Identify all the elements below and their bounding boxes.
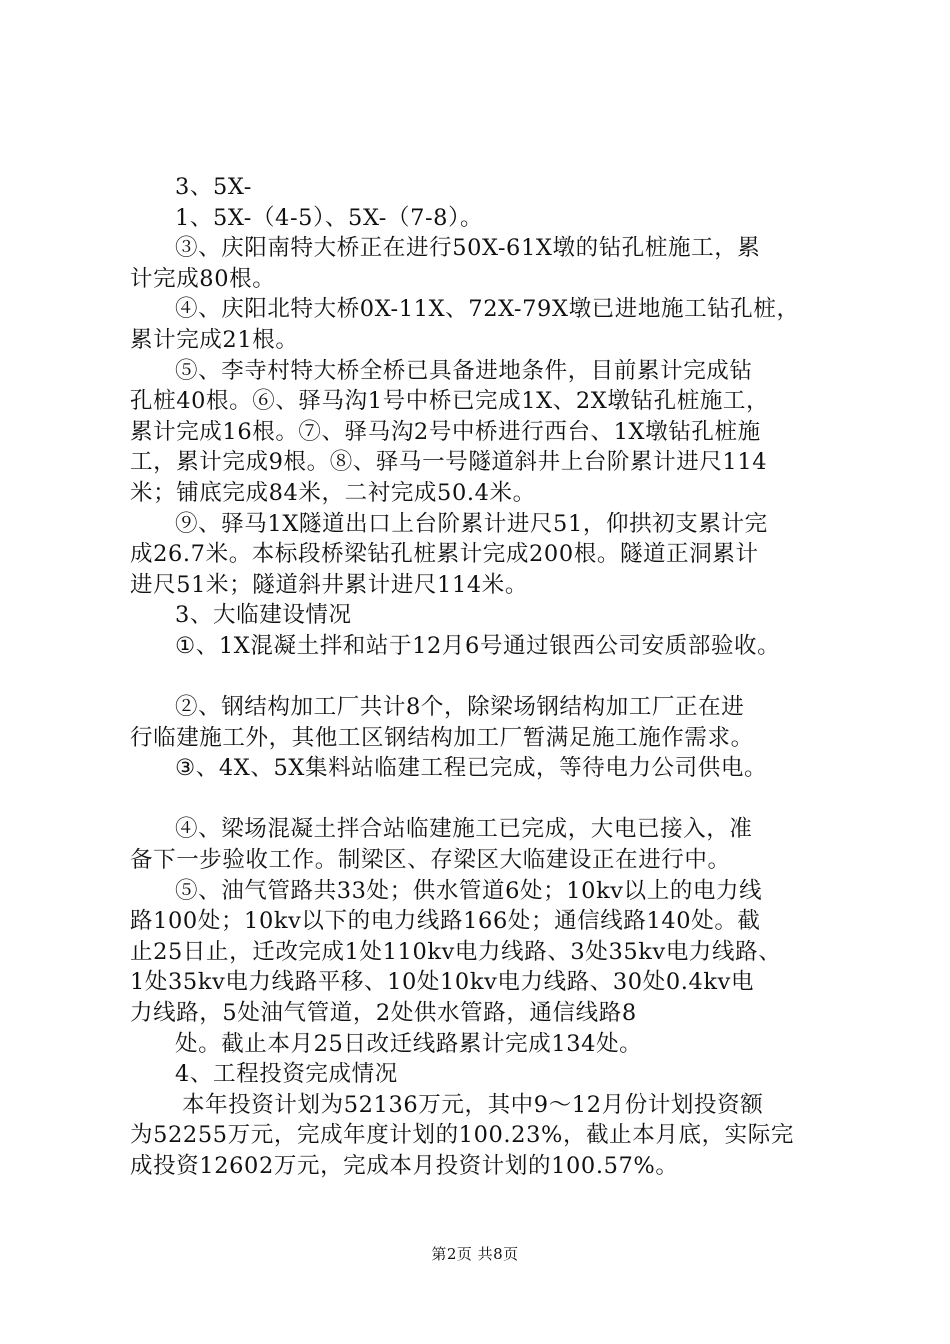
text-line: 累计完成16根。⑦、驿马沟2号中桥进行西台、1X墩钻孔桩施 <box>130 418 761 445</box>
text-line: 止25日止，迁改完成1处110kv电力线路、3处35kv电力线路、 <box>130 938 782 965</box>
section-heading: 4、工程投资完成情况 <box>175 1061 398 1088</box>
text-line: ⑨、驿马1X隧道出口上台阶累计进尺51，仰拱初支累计完 <box>175 510 768 537</box>
text-line: ④、庆阳北特大桥0X-11X、72X-79X墩已进地施工钻孔桩， <box>175 296 800 323</box>
section-heading: 3、大临建设情况 <box>175 602 352 629</box>
page-footer: 第2页 共8页 <box>431 1245 519 1263</box>
text-line: ⑤、油气管路共33处；供水管道6处；10kv以上的电力线 <box>175 877 763 904</box>
text-line: 进尺51米；隧道斜井累计进尺114米。 <box>130 571 528 598</box>
text-line: 本年投资计划为52136万元，其中9～12月份计划投资额 <box>182 1091 764 1118</box>
text-line: 成26.7米。本标段桥梁钻孔桩累计完成200根。隧道正洞累计 <box>130 541 759 568</box>
text-line: 1处35kv电力线路平移、10处10kv电力线路、30处0.4kv电 <box>130 969 755 996</box>
text-line: 路100处；10kv以下的电力线路166处；通信线路140处。截 <box>130 908 761 935</box>
text-line: ③、庆阳南特大桥正在进行50X-61X墩的钻孔桩施工，累 <box>175 235 761 262</box>
text-line: 处。截止本月25日改迁线路累计完成134处。 <box>175 1030 643 1057</box>
text-line: 力线路，5处油气管道，2处供水管路，通信线路8 <box>130 1000 637 1027</box>
text-line: 累计完成21根。 <box>130 326 299 353</box>
blank-line <box>130 784 850 815</box>
text-line: 为52255万元，完成年度计划的100.23%，截止本月底，实际完 <box>130 1122 794 1149</box>
text-line: 计完成80根。 <box>130 265 276 292</box>
text-line: ⑤、李寺村特大桥全桥已具备进地条件，目前累计完成钻 <box>175 357 753 384</box>
text-line: ②、钢结构加工厂共计8个，除梁场钢结构加工厂正在进 <box>175 694 745 721</box>
text-line: 米；铺底完成84米，二衬完成50.4米。 <box>130 479 536 506</box>
text-line: ④、梁场混凝土拌合站临建施工已完成，大电已接入，准 <box>175 816 753 843</box>
document-body <box>130 172 850 1182</box>
text-line: ①、1X混凝土拌和站于12月6号通过银西公司安质部验收。 <box>175 632 781 659</box>
text-line: 工，累计完成9根。⑧、驿马一号隧道斜井上台阶累计进尺114 <box>130 449 768 476</box>
text-line: 3、5X- <box>175 174 252 200</box>
text-line: 成投资12602万元，完成本月投资计划的100.57%。 <box>130 1153 679 1179</box>
text-line: 行临建施工外，其他工区钢结构加工厂暂满足施工施作需求。 <box>130 724 754 751</box>
text-line: 备下一步验收工作。制梁区、存梁区大临建设正在进行中。 <box>130 847 731 874</box>
text-line: 孔桩40根。⑥、驿马沟1号中桥已完成1X、2X墩钻孔桩施工， <box>130 388 770 415</box>
text-line: 1、5X-（4-5）、5X-（7-8）。 <box>175 204 484 231</box>
text-line: ③、4X、5X集料站临建工程已完成，等待电力公司供电。 <box>175 755 768 782</box>
blank-line <box>130 662 850 693</box>
